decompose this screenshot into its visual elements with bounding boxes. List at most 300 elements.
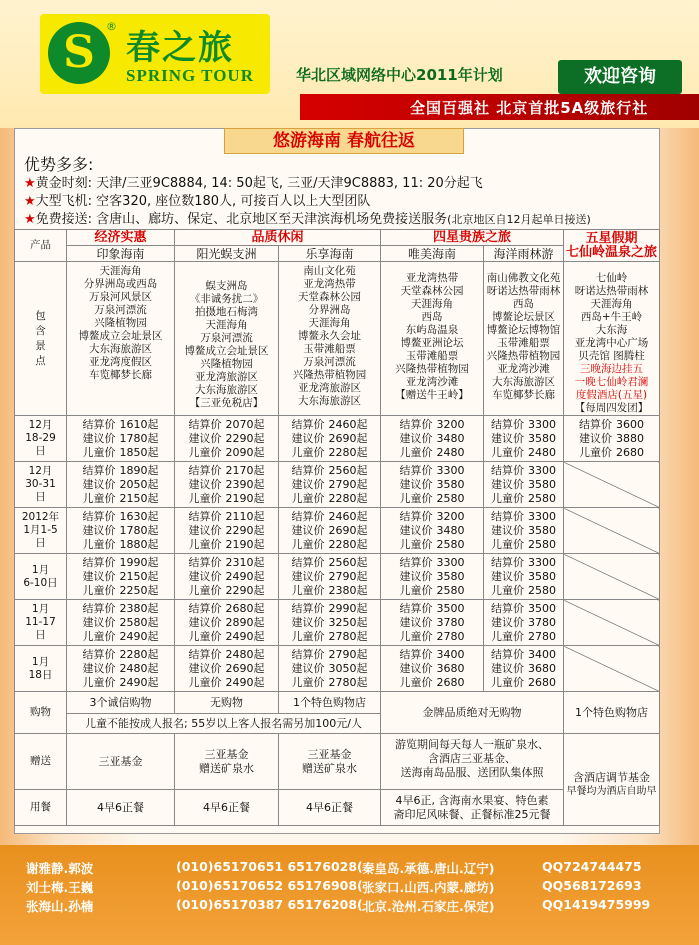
price-label: 儿童价 bbox=[82, 629, 116, 643]
price-line bbox=[484, 510, 563, 524]
price-value: 3500 bbox=[436, 601, 465, 615]
price-label: 儿童价 bbox=[82, 491, 116, 505]
table-row bbox=[15, 230, 660, 246]
price-line bbox=[484, 524, 563, 538]
price-line bbox=[279, 630, 380, 644]
price-value: 3600 bbox=[616, 417, 645, 431]
price-cell bbox=[279, 462, 381, 508]
price-line bbox=[175, 492, 278, 506]
price-value: 2560起 bbox=[328, 555, 368, 569]
price-label: 结算价 bbox=[291, 555, 325, 569]
price-row bbox=[15, 646, 660, 692]
welcome-badge: 欢迎咨询 bbox=[558, 60, 682, 94]
price-label: 儿童价 bbox=[188, 537, 222, 551]
empty-price-cell bbox=[564, 462, 660, 508]
price-value: 3400 bbox=[436, 647, 465, 661]
price-label: 儿童价 bbox=[82, 537, 116, 551]
category-quality: 品质休闲 bbox=[175, 230, 381, 246]
category-economy: 经济实惠 bbox=[67, 230, 175, 246]
price-value: 3580 bbox=[528, 477, 557, 491]
contact-area: 张家口.山西.内蒙.廊坊) bbox=[362, 880, 495, 895]
price-value: 1890起 bbox=[119, 463, 159, 477]
price-line bbox=[381, 616, 483, 630]
table-row bbox=[15, 246, 660, 262]
price-label: 建议价 bbox=[82, 661, 116, 675]
price-value: 2280起 bbox=[328, 491, 368, 505]
shopping-cell: 1个特色购物店 bbox=[564, 692, 660, 734]
gift-cell: 三亚基金 赠送矿泉水 bbox=[175, 734, 279, 790]
price-label: 建议价 bbox=[82, 615, 116, 629]
price-line bbox=[484, 538, 563, 552]
price-label: 建议价 bbox=[188, 661, 222, 675]
price-label: 结算价 bbox=[491, 417, 525, 431]
spring-logo-icon: S bbox=[48, 22, 110, 84]
date-cell: 12月 18-29 日 bbox=[15, 416, 67, 462]
price-label: 建议价 bbox=[491, 523, 525, 537]
price-label: 结算价 bbox=[82, 417, 116, 431]
spots-note: 三晚海边挂五 bbox=[580, 363, 644, 375]
product-name: 乐享海南 bbox=[279, 246, 381, 262]
price-label: 结算价 bbox=[82, 601, 116, 615]
price-value: 1880起 bbox=[119, 537, 159, 551]
price-line bbox=[67, 662, 174, 676]
price-cell bbox=[279, 646, 381, 692]
price-line bbox=[381, 648, 483, 662]
price-line bbox=[381, 478, 483, 492]
star-icon: ★ bbox=[24, 176, 36, 191]
price-label: 儿童价 bbox=[399, 491, 433, 505]
price-value: 2380起 bbox=[119, 601, 159, 615]
contact-phone: (010)65170651 65176028( bbox=[176, 859, 363, 874]
price-label: 儿童价 bbox=[291, 445, 325, 459]
price-label: 建议价 bbox=[82, 477, 116, 491]
price-value: 2190起 bbox=[225, 537, 265, 551]
price-value: 2780 bbox=[436, 629, 465, 643]
price-value: 3300 bbox=[528, 417, 557, 431]
spots-note: 一晚七仙岭君澜 bbox=[574, 376, 649, 388]
price-label: 建议价 bbox=[291, 615, 325, 629]
price-value: 2090起 bbox=[225, 445, 265, 459]
price-line bbox=[564, 432, 659, 446]
price-line bbox=[67, 418, 174, 432]
price-label: 建议价 bbox=[491, 569, 525, 583]
spots-note: 【每周四发团】 bbox=[574, 402, 649, 414]
price-label: 儿童价 bbox=[399, 537, 433, 551]
price-value: 2460起 bbox=[328, 417, 368, 431]
price-cell bbox=[67, 554, 175, 600]
spots-list: 南山佛教文化苑 呀诺达热带雨林 西岛 博鳌论坛景区 博鳌论坛博物馆 玉带滩船票 兴隆热带植物园 亚龙湾沙滩 大东海旅游区 车览椰梦长廊 bbox=[484, 262, 564, 416]
product-name: 海洋雨林游 bbox=[484, 246, 564, 262]
price-label: 结算价 bbox=[82, 647, 116, 661]
price-row bbox=[15, 462, 660, 508]
meals-cell: 4早6正餐 bbox=[175, 790, 279, 826]
price-cell bbox=[175, 646, 279, 692]
table-row bbox=[15, 692, 660, 714]
price-line bbox=[381, 662, 483, 676]
category-five-star: 五星假期 七仙岭温泉之旅 bbox=[564, 230, 660, 262]
price-line bbox=[67, 538, 174, 552]
price-line bbox=[279, 510, 380, 524]
price-value: 3480 bbox=[436, 431, 465, 445]
price-value: 2310起 bbox=[225, 555, 265, 569]
price-label: 建议价 bbox=[291, 477, 325, 491]
price-label: 结算价 bbox=[399, 647, 433, 661]
price-line bbox=[279, 418, 380, 432]
price-line bbox=[381, 556, 483, 570]
price-value: 2580 bbox=[528, 491, 557, 505]
price-value: 2290起 bbox=[225, 523, 265, 537]
price-value: 1990起 bbox=[119, 555, 159, 569]
price-value: 2110起 bbox=[225, 509, 265, 523]
price-line bbox=[564, 418, 659, 432]
price-value: 2280起 bbox=[328, 537, 368, 551]
price-value: 2580起 bbox=[119, 615, 159, 629]
price-label: 建议价 bbox=[188, 523, 222, 537]
price-line bbox=[67, 478, 174, 492]
price-label: 建议价 bbox=[491, 431, 525, 445]
price-label: 结算价 bbox=[188, 601, 222, 615]
price-line bbox=[175, 616, 278, 630]
price-value: 3580 bbox=[436, 569, 465, 583]
price-line bbox=[279, 662, 380, 676]
price-cell bbox=[67, 646, 175, 692]
table-row bbox=[15, 262, 660, 416]
price-line bbox=[484, 432, 563, 446]
meals-label: 用餐 bbox=[15, 790, 67, 826]
contact-names: 谢雅静.郭波 bbox=[26, 861, 94, 876]
price-value: 2490起 bbox=[225, 675, 265, 689]
price-label: 建议价 bbox=[491, 477, 525, 491]
price-line bbox=[279, 616, 380, 630]
shopping-label: 购物 bbox=[15, 692, 67, 734]
price-value: 2790起 bbox=[328, 647, 368, 661]
pickup-note: (北京地区自12月起单日接送) bbox=[447, 213, 591, 226]
price-line bbox=[279, 570, 380, 584]
price-line bbox=[484, 630, 563, 644]
price-value: 2480 bbox=[528, 445, 557, 459]
price-cell bbox=[381, 508, 484, 554]
price-cell bbox=[564, 416, 660, 462]
shopping-cell: 金牌品质绝对无购物 bbox=[381, 692, 564, 734]
contact-area: 北京.沧州.石家庄.保定) bbox=[362, 899, 495, 914]
price-value: 2150起 bbox=[119, 491, 159, 505]
price-line bbox=[175, 464, 278, 478]
price-label: 儿童价 bbox=[291, 537, 325, 551]
price-cell bbox=[381, 554, 484, 600]
price-line bbox=[279, 478, 380, 492]
price-value: 3300 bbox=[528, 555, 557, 569]
price-value: 2460起 bbox=[328, 509, 368, 523]
price-label: 儿童价 bbox=[291, 675, 325, 689]
price-value: 1780起 bbox=[119, 523, 159, 537]
price-label: 建议价 bbox=[188, 615, 222, 629]
price-line bbox=[381, 570, 483, 584]
price-line bbox=[279, 524, 380, 538]
price-value: 2580 bbox=[528, 583, 557, 597]
spots-list: 天涯海角 分界洲岛或西岛 万泉河风景区 万泉河漂流 兴隆植物园 博鳌成立会址景区 大东海旅游区 亚龙湾度假区 车览椰梦长廊 bbox=[67, 262, 175, 416]
price-line bbox=[175, 676, 278, 690]
price-cell bbox=[175, 462, 279, 508]
price-label: 儿童价 bbox=[491, 537, 525, 551]
price-value: 2190起 bbox=[225, 491, 265, 505]
product-label: 产品 bbox=[15, 230, 67, 262]
price-label: 建议价 bbox=[291, 523, 325, 537]
logo bbox=[40, 14, 270, 94]
price-cell bbox=[175, 600, 279, 646]
price-value: 2680起 bbox=[225, 601, 265, 615]
price-value: 2780起 bbox=[328, 675, 368, 689]
price-line bbox=[484, 492, 563, 506]
price-value: 3480 bbox=[436, 523, 465, 537]
advantages-title: 优势多多: bbox=[24, 155, 94, 174]
price-label: 结算价 bbox=[291, 647, 325, 661]
price-label: 结算价 bbox=[188, 463, 222, 477]
price-line bbox=[175, 630, 278, 644]
price-line bbox=[175, 556, 278, 570]
price-value: 2580 bbox=[528, 537, 557, 551]
price-cell bbox=[381, 646, 484, 692]
advantage-line: ★大型飞机: 空客320, 座位数180人, 可接百人以上大型团队 bbox=[24, 194, 371, 209]
price-label: 建议价 bbox=[82, 569, 116, 583]
price-line bbox=[279, 648, 380, 662]
price-cell bbox=[279, 554, 381, 600]
price-value: 2990起 bbox=[328, 601, 368, 615]
page-title: 悠游海南 春航往返 bbox=[224, 128, 464, 154]
price-label: 儿童价 bbox=[491, 629, 525, 643]
price-line bbox=[175, 648, 278, 662]
price-label: 建议价 bbox=[399, 615, 433, 629]
price-cell bbox=[381, 462, 484, 508]
price-line bbox=[67, 676, 174, 690]
price-line bbox=[564, 446, 659, 460]
price-label: 结算价 bbox=[491, 555, 525, 569]
price-value: 2490起 bbox=[119, 675, 159, 689]
price-label: 儿童价 bbox=[82, 583, 116, 597]
price-line bbox=[175, 432, 278, 446]
price-cell bbox=[381, 416, 484, 462]
spots-list: 蜈支洲岛 《非诚务扰二》 拍摄地石梅湾 天涯海角 万泉河漂流 博鳌成立会址景区 兴隆植物园 亚龙湾旅游区 大东海旅游区 【三亚免税店】 bbox=[175, 262, 279, 416]
gift-cell: 含酒店调节基金 早餐均为酒店自助早 bbox=[564, 734, 660, 826]
table-row bbox=[15, 790, 660, 826]
price-line bbox=[67, 602, 174, 616]
price-value: 2490起 bbox=[225, 629, 265, 643]
price-value: 2250起 bbox=[119, 583, 159, 597]
price-label: 儿童价 bbox=[491, 445, 525, 459]
price-cell bbox=[484, 554, 564, 600]
price-value: 3580 bbox=[528, 569, 557, 583]
price-value: 1850起 bbox=[119, 445, 159, 459]
price-line bbox=[484, 446, 563, 460]
price-value: 2380起 bbox=[328, 583, 368, 597]
price-label: 结算价 bbox=[491, 647, 525, 661]
price-line bbox=[175, 602, 278, 616]
price-line bbox=[175, 478, 278, 492]
contact-area: 秦皇岛.承德.唐山.辽宁) bbox=[362, 861, 495, 876]
price-label: 儿童价 bbox=[188, 445, 222, 459]
price-cell bbox=[484, 646, 564, 692]
price-value: 2690起 bbox=[328, 523, 368, 537]
price-label: 结算价 bbox=[82, 509, 116, 523]
price-label: 建议价 bbox=[82, 523, 116, 537]
price-line bbox=[67, 492, 174, 506]
price-value: 3580 bbox=[436, 477, 465, 491]
price-label: 结算价 bbox=[491, 463, 525, 477]
price-label: 结算价 bbox=[399, 555, 433, 569]
price-line bbox=[279, 602, 380, 616]
price-line bbox=[279, 464, 380, 478]
contact-phone: (010)65170387 65176208( bbox=[176, 897, 363, 912]
price-value: 2790起 bbox=[328, 477, 368, 491]
price-label: 结算价 bbox=[399, 509, 433, 523]
price-line bbox=[175, 584, 278, 598]
empty-price-cell bbox=[564, 600, 660, 646]
price-value: 2050起 bbox=[119, 477, 159, 491]
price-line bbox=[381, 584, 483, 598]
contact-qq: QQ568172693 bbox=[542, 878, 642, 893]
price-label: 建议价 bbox=[291, 431, 325, 445]
price-label: 建议价 bbox=[399, 477, 433, 491]
price-row bbox=[15, 600, 660, 646]
price-cell bbox=[67, 508, 175, 554]
price-label: 儿童价 bbox=[399, 675, 433, 689]
meals-cell: 4早6正餐 bbox=[67, 790, 175, 826]
shopping-cell: 3个诚信购物 bbox=[67, 692, 175, 714]
price-value: 2580 bbox=[436, 583, 465, 597]
price-cell bbox=[67, 416, 175, 462]
price-label: 儿童价 bbox=[399, 583, 433, 597]
price-line bbox=[175, 446, 278, 460]
price-line bbox=[381, 524, 483, 538]
date-cell: 1月 11-17 日 bbox=[15, 600, 67, 646]
price-line bbox=[381, 418, 483, 432]
price-line bbox=[381, 464, 483, 478]
date-cell: 2012年 1月1-5 日 bbox=[15, 508, 67, 554]
price-line bbox=[381, 602, 483, 616]
price-line bbox=[175, 524, 278, 538]
price-label: 结算价 bbox=[291, 417, 325, 431]
price-line bbox=[67, 446, 174, 460]
price-label: 建议价 bbox=[188, 569, 222, 583]
price-value: 3300 bbox=[436, 555, 465, 569]
price-label: 建议价 bbox=[399, 431, 433, 445]
price-cell bbox=[175, 416, 279, 462]
price-label: 儿童价 bbox=[491, 675, 525, 689]
advantage-line: ★黄金时刻: 天津/三亚9C8884, 14: 50起飞, 三亚/天津9C8883, 11: 20分起飞 bbox=[24, 176, 483, 191]
price-value: 2780 bbox=[528, 629, 557, 643]
price-value: 2390起 bbox=[225, 477, 265, 491]
plan-title: 华北区域网络中心2011年计划 bbox=[296, 66, 503, 84]
price-value: 2480 bbox=[436, 445, 465, 459]
product-name: 阳光蜈支洲 bbox=[175, 246, 279, 262]
price-value: 2780起 bbox=[328, 629, 368, 643]
price-label: 结算价 bbox=[188, 417, 222, 431]
price-line bbox=[67, 510, 174, 524]
price-value: 3580 bbox=[528, 431, 557, 445]
price-label: 建议价 bbox=[491, 615, 525, 629]
price-label: 建议价 bbox=[82, 431, 116, 445]
price-label: 儿童价 bbox=[579, 445, 613, 459]
price-label: 儿童价 bbox=[188, 491, 222, 505]
price-line bbox=[484, 616, 563, 630]
price-line bbox=[381, 432, 483, 446]
gift-cell: 三亚基金 赠送矿泉水 bbox=[279, 734, 381, 790]
price-value: 3780 bbox=[528, 615, 557, 629]
price-value: 2690起 bbox=[328, 431, 368, 445]
price-value: 2170起 bbox=[225, 463, 265, 477]
price-line bbox=[279, 676, 380, 690]
price-label: 结算价 bbox=[399, 463, 433, 477]
price-label: 建议价 bbox=[491, 661, 525, 675]
price-line bbox=[67, 570, 174, 584]
product-name: 印象海南 bbox=[67, 246, 175, 262]
price-line bbox=[381, 510, 483, 524]
price-cell bbox=[484, 462, 564, 508]
price-line bbox=[67, 584, 174, 598]
empty-price-cell bbox=[564, 508, 660, 554]
price-value: 2580 bbox=[436, 537, 465, 551]
price-value: 2150起 bbox=[119, 569, 159, 583]
price-cell bbox=[67, 462, 175, 508]
price-line bbox=[67, 464, 174, 478]
price-label: 建议价 bbox=[291, 569, 325, 583]
table-row bbox=[15, 734, 660, 790]
price-line bbox=[175, 662, 278, 676]
contact-qq: QQ1419475999 bbox=[542, 897, 651, 912]
price-label: 儿童价 bbox=[188, 675, 222, 689]
price-value: 2690起 bbox=[225, 661, 265, 675]
star-icon: ★ bbox=[24, 194, 36, 209]
price-value: 2680 bbox=[528, 675, 557, 689]
price-value: 2680 bbox=[616, 445, 645, 459]
advantages-section bbox=[24, 156, 591, 229]
price-label: 结算价 bbox=[291, 463, 325, 477]
price-cell bbox=[67, 600, 175, 646]
shopping-note: 儿童不能按成人报名; 55岁以上客人报名需另加100元/人 bbox=[67, 714, 381, 734]
price-value: 3680 bbox=[528, 661, 557, 675]
price-line bbox=[381, 492, 483, 506]
price-label: 结算价 bbox=[82, 555, 116, 569]
price-label: 儿童价 bbox=[82, 675, 116, 689]
price-line bbox=[67, 630, 174, 644]
gift-label: 赠送 bbox=[15, 734, 67, 790]
price-label: 结算价 bbox=[291, 601, 325, 615]
empty-price-cell bbox=[564, 646, 660, 692]
spots-note: 度假酒店(五星) bbox=[575, 389, 648, 401]
price-line bbox=[381, 538, 483, 552]
meals-cell: 4早6正餐 bbox=[279, 790, 381, 826]
price-value: 2490起 bbox=[225, 569, 265, 583]
price-cell bbox=[279, 600, 381, 646]
price-value: 1780起 bbox=[119, 431, 159, 445]
price-value: 3880 bbox=[616, 431, 645, 445]
price-line bbox=[484, 478, 563, 492]
price-line bbox=[67, 524, 174, 538]
contact-names: 张海山.孙楠 bbox=[26, 899, 94, 914]
price-value: 2490起 bbox=[119, 629, 159, 643]
price-line bbox=[279, 584, 380, 598]
price-value: 3300 bbox=[436, 463, 465, 477]
price-label: 儿童价 bbox=[491, 583, 525, 597]
price-row bbox=[15, 554, 660, 600]
price-value: 1610起 bbox=[119, 417, 159, 431]
price-value: 2560起 bbox=[328, 463, 368, 477]
price-value: 2480起 bbox=[225, 647, 265, 661]
price-label: 建议价 bbox=[399, 569, 433, 583]
price-label: 结算价 bbox=[579, 417, 613, 431]
date-cell: 12月 30-31 日 bbox=[15, 462, 67, 508]
price-line bbox=[67, 556, 174, 570]
price-label: 建议价 bbox=[399, 661, 433, 675]
